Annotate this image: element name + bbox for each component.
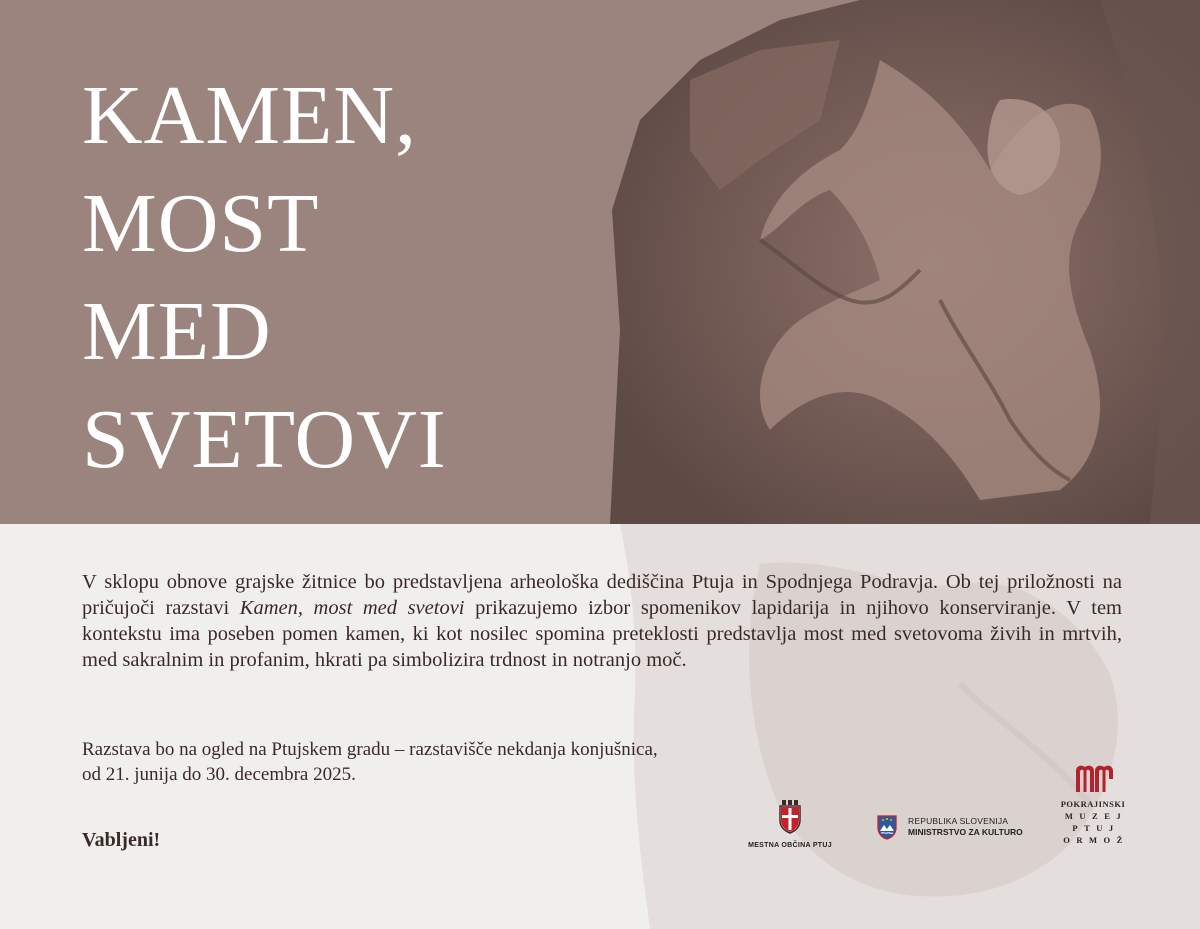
ptuj-municipality-logo (740, 800, 840, 849)
intro-text-end: prikazujemo izbor spomenikov lapidarija in njihovo konserviranje. V tem kontekstu ima poseben pomen kamen, ki kot nosilec spomina preteklosti predstavlja most med svetovoma živih in mrtvih, med sakralnim in profanim, hkrati pa simbolizira trdnost in notranjo moč. (82, 597, 1122, 671)
museum-line-1: POKRAJINSKI (1060, 799, 1126, 809)
ministry-line-2: MINISTRSTVO ZA KULTURO (908, 827, 1023, 837)
exhibition-title (82, 62, 447, 494)
title-line-2: MOST (82, 177, 320, 270)
museum-line-3: PTUJ (1072, 823, 1120, 833)
intro-text-start: V sklopu obnove grajske žitnice bo predstavljena arheološka dediščina Ptuja in Spodnjega Podravja. Ob tej priložnosti na pričujoči razstavi (82, 571, 1122, 619)
info-line-2: od 21. junija do 30. decembra 2025. (82, 764, 356, 785)
exhibition-info (82, 737, 842, 787)
invitation-text: Vabljeni! (82, 829, 161, 851)
info-line-1: Razstava bo na ogled na Ptujskem gradu – razstavišče nekdanja konjušnica, (82, 739, 658, 760)
intro-paragraph (82, 569, 1122, 673)
intro-exhibition-name: Kamen, most med svetovi (239, 597, 465, 619)
museum-line-4: ORMOŽ (1063, 835, 1129, 845)
title-line-4: SVETOVI (82, 393, 447, 486)
slovenia-arms-icon (876, 814, 898, 840)
ministry-line-1: REPUBLIKA SLOVENIJA (908, 816, 1009, 826)
museum-line-2: MUZEJ (1064, 811, 1128, 821)
ministry-text (908, 816, 1023, 837)
museum-mark-icon (1073, 763, 1113, 793)
title-line-3: MED (82, 285, 272, 378)
regional-museum-logo (1055, 763, 1131, 846)
coat-of-arms-icon (778, 800, 802, 834)
title-line-1: KAMEN, (82, 69, 417, 162)
ptuj-caption: MESTNA OBČINA PTUJ (748, 842, 832, 849)
